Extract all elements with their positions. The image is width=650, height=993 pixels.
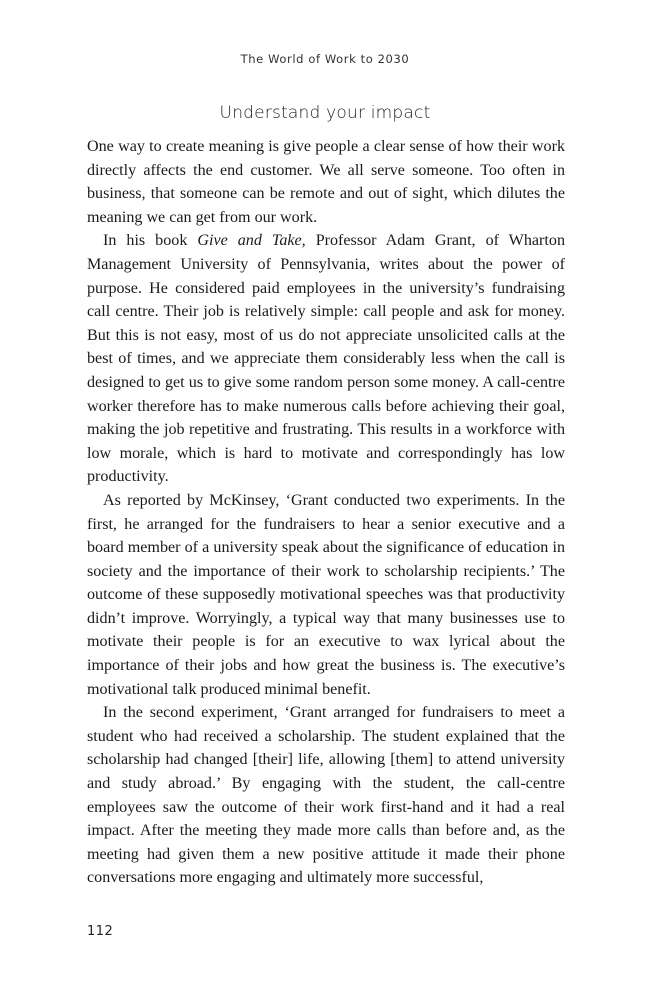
paragraph-2 [87,229,565,489]
page-number: 112 [87,924,114,939]
paragraph-4: In the second experiment, ‘Grant arranged for fundraisers to meet a student who had received a scholarship. The student explained that the scholarship had changed [their] life, allowing [them] to attend university and study abroad.’ By engaging with the student, the call-centre employees saw the outcome of their work first-hand and it had a real impact. After the meeting they made more calls than before and, as the meeting had given them a new positive attitude it made their phone conversations more engaging and ultimately more successful, [87,704,565,887]
section-heading: Understand your impact [219,103,431,123]
paragraph-1: One way to create meaning is give people a clear sense of how their work directly affects the end customer. We all serve someone. Too often in business, that someone can be remote and out of sight, which dilutes the meaning we can get from our work. [87,138,565,226]
paragraph-3: As reported by McKinsey, ‘Grant conducted two experiments. In the first, he arranged for the fundraisers to hear a senior executive and a board member of a university speak about the significance of education in society and the importance of their work to scholarship recipients.’ The outcome of these supposedly motivational speeches was that productivity didn’t improve. Worryingly, a typical way that many businesses use to motivate their people is for an executive to wax lyrical about the importance of their jobs and how great the business is. The executive’s motivational talk produced minimal benefit. [87,491,565,698]
running-head: The World of Work to 2030 [240,52,410,66]
paragraph-2-rest: Professor Adam Grant, of Wharton Management University of Pennsylvania, writes about the power of purpose. He considered paid employees in the university’s fundraising call centre. Their job is relatively simple: call people and ask for money. But this is not easy, most of us do not appreciate unsolicited calls at the best of times, and we appreciate them considerably less when the call is designed to get us to give some random person some money. A call-centre worker therefore has to make numerous calls before achieving their goal, making the job repetitive and frustrating. This results in a workforce with low morale, which is hard to motivate and correspondingly has low productivity. [87,232,565,486]
paragraph-2-lead: In his book [103,232,198,250]
body-text [87,135,565,890]
book-title: Give and Take, [197,232,306,250]
